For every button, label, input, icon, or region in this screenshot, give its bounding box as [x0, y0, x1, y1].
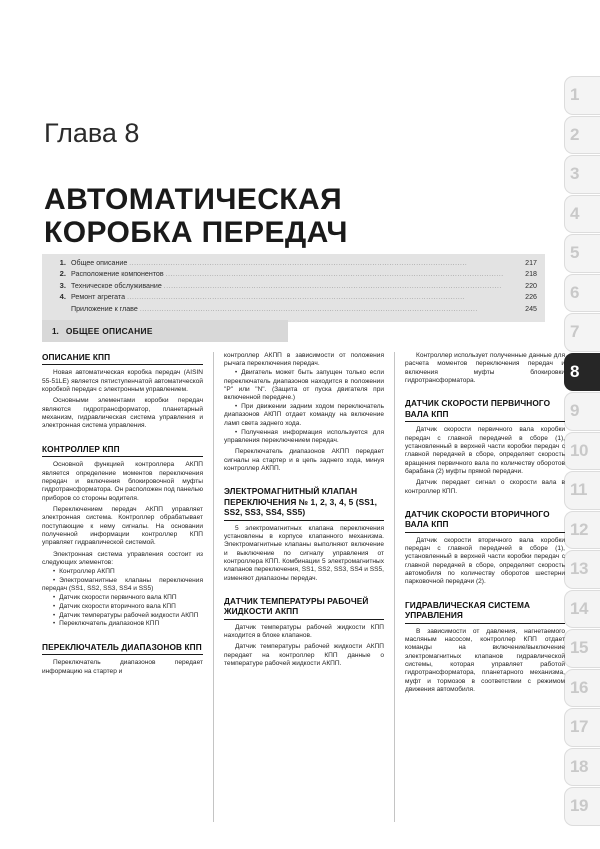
toc-entry-page: 217: [525, 259, 537, 267]
list-item: • Электромагнитные клапаны переключения передач (SS1, SS2, SS3, SS4 и SS5): [42, 577, 203, 594]
chapter-label: Глава 8: [44, 118, 140, 148]
heading-output-shaft-speed-sensor: ДАТЧИК СКОРОСТИ ВТОРИЧНОГО ВАЛА КПП: [405, 509, 565, 533]
paragraph: Электронная система управления состоит из следующих элементов:: [42, 550, 203, 566]
section-title: ОБЩЕЕ ОПИСАНИЕ: [65, 326, 153, 336]
toc-entry-number: 2.: [59, 269, 66, 279]
column-3: [394, 352, 565, 822]
chapter-tab-15[interactable]: 15: [564, 629, 600, 668]
heading-shift-solenoid-valve: ЭЛЕКТРОМАГНИТНЫЙ КЛАПАН ПЕРЕКЛЮЧЕНИЯ № 1, 2, 3, 4, 5 (SS1, SS2, SS3, SS4, SS5): [224, 486, 384, 520]
chapter-tab-6[interactable]: 6: [564, 274, 600, 313]
chapter-tab-2[interactable]: 2: [564, 116, 600, 155]
paragraph: Датчик температуры рабочей жидкости АКПП передает на контроллер КПП данные о температуре рабочей жидкости АКПП.: [224, 643, 384, 668]
toc-entry[interactable]: [50, 304, 537, 315]
chapter-tab-5[interactable]: 5: [564, 234, 600, 273]
chapter-tab-14[interactable]: 14: [564, 590, 600, 629]
toc-leader-dots: ...........................................................................................................................................: [165, 271, 504, 279]
list-item: • Датчик температуры рабочей жидкости АКПП: [42, 612, 203, 620]
column-2: [213, 352, 384, 822]
toc-entry[interactable]: [50, 258, 537, 269]
heading-input-shaft-speed-sensor: ДАТЧИК СКОРОСТИ ПЕРВИЧНОГО ВАЛА КПП: [405, 398, 565, 422]
toc-entry-label: Техническое обслуживание: [71, 281, 162, 290]
heading-range-switch: ПЕРЕКЛЮЧАТЕЛЬ ДИАПАЗОНОВ КПП: [42, 642, 203, 655]
chapter-tab-3[interactable]: 3: [564, 155, 600, 194]
chapter-tab-11[interactable]: 11: [564, 471, 600, 510]
toc-entry-page: 218: [525, 270, 537, 279]
toc-leader-dots: ...........................................................................................................................................: [163, 282, 502, 290]
paragraph: Основными элементами коробки передач являются гидротрансформатор, планетарный механизм, гидравлическая система управления и электронная система управления.: [42, 397, 203, 430]
toc-leader-dots: ...........................................................................................................................................: [129, 260, 468, 267]
chapter-tab-8[interactable]: 8: [564, 353, 600, 392]
toc-entry-page: 220: [525, 281, 537, 290]
toc-entry-number: 1.: [59, 258, 66, 267]
list-item: • Контроллер АКПП: [42, 568, 203, 576]
paragraph: Переключатель диапазонов АКПП передает сигналы на стартер и в цепь заднего хода, минуя контроллер АКПП.: [224, 448, 384, 472]
chapter-title: АВТОМАТИЧЕСКАЯ КОРОБКА ПЕРЕДАЧ: [44, 183, 348, 249]
chapter-tab-18[interactable]: 18: [564, 748, 600, 787]
toc-entry-label: Расположение компонентов: [71, 270, 164, 279]
heading-fluid-temperature-sensor: ДАТЧИК ТЕМПЕРАТУРЫ РАБОЧЕЙ ЖИДКОСТИ АКПП: [224, 596, 384, 620]
toc-leader-dots: ...........................................................................................................................................: [139, 305, 478, 313]
list-item: • Двигатель может быть запущен только если переключатель диапазонов находится в положении "P" или "N". (Защита от пуска двигателя при включенной передаче.): [224, 369, 384, 402]
heading-hydraulic-control-system: ГИДРАВЛИЧЕСКАЯ СИСТЕМА УПРАВЛЕНИЯ: [405, 600, 565, 624]
paragraph: Основной функцией контроллера АКПП является определение моментов переключения передач и включения блокировочной муфты гидротрансформатора. Он расположен под панелью приборов со стороны водителя.: [42, 461, 203, 502]
section-header: [42, 320, 288, 342]
heading-transmission-description: ОПИСАНИЕ КПП: [42, 352, 203, 365]
paragraph: Контроллер использует полученные данные для расчета моментов переключения передач и включения муфты блокировки гидротрансформатора.: [405, 352, 565, 385]
toc-entry-label: Ремонт агрегата: [71, 293, 126, 302]
paragraph: Датчик температуры рабочей жидкости КПП находится в блоке клапанов.: [224, 623, 384, 640]
chapter-tab-10[interactable]: 10: [564, 432, 600, 471]
column-1: [42, 352, 203, 822]
paragraph: Переключатель диапазонов передает информацию на стартер и: [42, 659, 203, 675]
chapter-tab-1[interactable]: 1: [564, 76, 600, 115]
chapter-tab-4[interactable]: 4: [564, 195, 600, 234]
body-columns: [42, 352, 565, 822]
toc-entry-label: Общее описание: [71, 259, 128, 267]
paragraph: Датчик скорости вторичного вала коробки передач с главной передачей в сборе (1), установленный в верхней части коробки передач с главной передачей в сборе, определяет скорость автомобиля по количеству оборотов шестерни парковочной передачи (2).: [405, 536, 565, 586]
section-number: 1.: [52, 326, 59, 336]
chapter-tab-16[interactable]: 16: [564, 669, 600, 708]
paragraph: Переключением передач АКПП управляет электронная система. Контроллер обрабатывает поступающие к нему сигналы. На основании полученной информации контроллер КПП управляет гидравлической системой.: [42, 505, 203, 547]
toc-entry[interactable]: [50, 269, 537, 280]
toc-entry-label: Приложение к главе: [71, 304, 138, 313]
toc-entry-number: 4.: [59, 292, 66, 302]
chapter-tab-strip: [564, 76, 600, 827]
list-item: • Датчик скорости первичного вала КПП: [42, 594, 203, 602]
toc-entry-number: 3.: [59, 280, 66, 290]
paragraph: Новая автоматическая коробка передач (AISIN 55-51LE) является пятиступенчатой автоматической коробкой передач с электронным управлением.: [42, 369, 203, 394]
toc-entry-page: 245: [525, 304, 537, 313]
table-of-contents: [42, 254, 545, 322]
toc-entry[interactable]: [50, 292, 537, 303]
list-item: • Переключатель диапазонов КПП: [42, 620, 203, 628]
paragraph: Датчик скорости первичного вала коробки передач с главной передачей в сборе (1), установленный в верхней части коробки передач с главной передачей в сборе, определяет скорость вращения первичного вала по количеству оборотов барабана (2) муфты прямой передачи.: [405, 426, 565, 475]
chapter-tab-7[interactable]: 7: [564, 313, 600, 352]
toc-entry-page: 226: [525, 293, 537, 302]
chapter-tab-9[interactable]: 9: [564, 392, 600, 431]
chapter-tab-17[interactable]: 17: [564, 708, 600, 747]
chapter-tab-13[interactable]: 13: [564, 550, 600, 589]
paragraph: Датчик передает сигнал о скорости вала в контроллер КПП.: [405, 479, 565, 495]
paragraph: В зависимости от давления, нагнетаемого масляным насосом, контроллер КПП отдает команды на включение/выключение электромагнитных клапанов гидравлической системы, которая управляет работой гидротрансформатора, планетарного механизма, муфт и тормозов в соответствии с режимом движения автомобиля.: [405, 627, 565, 694]
chapter-tab-19[interactable]: 19: [564, 787, 600, 826]
heading-transmission-controller: КОНТРОЛЛЕР КПП: [42, 444, 203, 457]
list-item: • Датчик скорости вторичного вала КПП: [42, 603, 203, 611]
list-item: • Полученная информация используется для управления переключением передач.: [224, 429, 384, 446]
paragraph: 5 электромагнитных клапана переключения установлены в корпусе клапанного механизма. Электромагнитные клапаны выполняют включение и выключение по сигналу управления от контроллера КПП. Комбинации 5 электромагнитных клапанов переключения, SS1, SS2, SS3, SS4 и SS5, изменяют диапазоны передач.: [224, 524, 384, 582]
list-item: • При движении задним ходом переключатель диапазонов АКПП отдает команду на включение ламп света заднего хода.: [224, 403, 384, 428]
toc-leader-dots: ...........................................................................................................................................: [127, 294, 466, 302]
paragraph: контроллер АКПП в зависимости от положения рычага переключения передач.: [224, 352, 384, 368]
toc-entry[interactable]: [50, 281, 537, 292]
chapter-tab-12[interactable]: 12: [564, 511, 600, 550]
